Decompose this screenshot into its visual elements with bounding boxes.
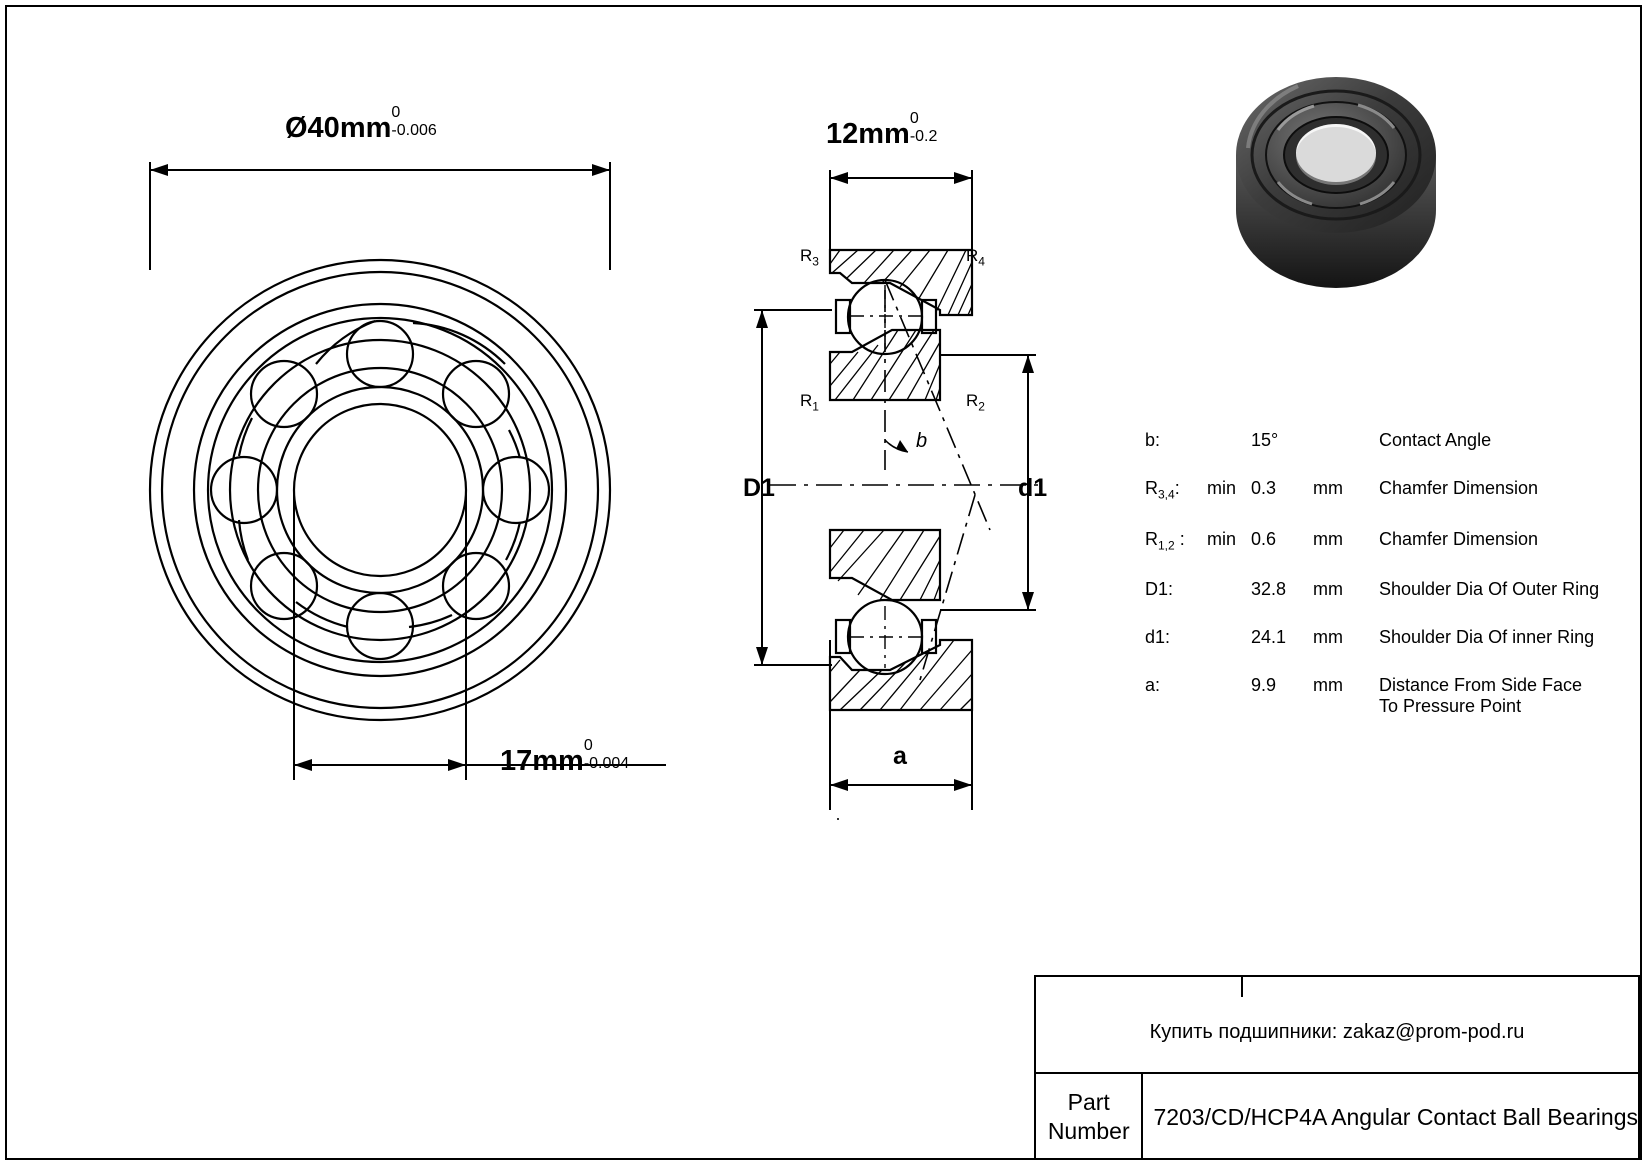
part-label-line1: Part xyxy=(1067,1089,1110,1116)
spec-description: Distance From Side Face To Pressure Point xyxy=(1379,675,1583,717)
spec-row-distance xyxy=(1145,675,1605,744)
spec-value: 9.9 xyxy=(1251,675,1277,696)
spec-unit: mm xyxy=(1313,579,1343,600)
part-number-value: 7203/CD/HCP4A Angular Contact Ball Bearings xyxy=(1153,1103,1638,1130)
outer-diameter-tol-upper: 0 xyxy=(391,103,401,121)
label-r2: $R_2$ xyxy=(966,391,985,414)
bearing-photo xyxy=(1218,60,1468,310)
spec-value: 15° xyxy=(1251,430,1279,450)
spec-description: Shoulder Dia Of Outer Ring xyxy=(1379,579,1600,600)
label-shoulder-outer-dia: D1 xyxy=(743,474,775,502)
spec-symbol: $R_{3,4}$: xyxy=(1145,478,1180,502)
spec-min xyxy=(1207,579,1251,627)
title-block-contact-row xyxy=(1036,977,1638,1074)
bore-diameter-value: 17mm xyxy=(500,745,584,777)
spec-row-shoulder-inner xyxy=(1145,627,1605,675)
outer-diameter-dimension xyxy=(285,103,437,146)
title-block-tick xyxy=(1241,977,1243,997)
spec-min xyxy=(1207,430,1251,478)
bore-diameter-tol-lower: -0.004 xyxy=(583,755,630,773)
part-number-label xyxy=(1036,1074,1143,1160)
spec-row-chamfer-r34 xyxy=(1145,478,1605,529)
spec-row-shoulder-outer xyxy=(1145,579,1605,627)
label-r1: $R_1$ xyxy=(800,391,819,414)
label-shoulder-inner-dia: d1 xyxy=(1018,474,1048,502)
part-label-line2: Number xyxy=(1047,1118,1130,1144)
title-block xyxy=(1034,975,1640,1160)
spec-unit: mm xyxy=(1313,478,1343,498)
spec-symbol: b: xyxy=(1145,430,1161,450)
spec-description: Shoulder Dia Of inner Ring xyxy=(1379,627,1595,648)
spec-value: 0.3 xyxy=(1251,478,1277,498)
spec-description: Chamfer Dimension xyxy=(1379,528,1539,549)
outer-diameter-tol-lower: -0.006 xyxy=(391,122,437,140)
bore-diameter-dimension xyxy=(500,736,630,779)
label-distance-a: a xyxy=(893,742,907,770)
spec-value: 32.8 xyxy=(1251,579,1287,600)
spec-description: Contact Angle xyxy=(1379,430,1492,450)
spec-min xyxy=(1207,675,1251,744)
spec-min: min xyxy=(1207,478,1237,498)
label-r3: $R_3$ xyxy=(800,246,819,269)
front-view xyxy=(120,140,680,820)
contact-email-line: Купить подшипники: zakaz@prom-pod.ru xyxy=(1149,1021,1525,1043)
spec-min xyxy=(1207,627,1251,675)
label-r4: $R_4$ xyxy=(966,246,985,269)
spec-row-chamfer-r12 xyxy=(1145,529,1605,580)
specification-table xyxy=(1145,430,1605,744)
spec-unit: mm xyxy=(1313,627,1343,648)
spec-value: 0.6 xyxy=(1251,528,1277,549)
spec-symbol: $R_{1,2}$ : xyxy=(1145,528,1185,553)
width-dimension xyxy=(826,109,938,152)
title-block-part-row xyxy=(1036,1074,1638,1160)
spec-value: 24.1 xyxy=(1251,627,1287,648)
spec-symbol: a: xyxy=(1145,675,1161,696)
spec-description: Chamfer Dimension xyxy=(1379,478,1539,498)
width-tol-upper: 0 xyxy=(909,109,919,127)
width-value: 12mm xyxy=(826,118,910,150)
outer-diameter-value: Ø40mm xyxy=(285,112,392,144)
spec-unit: mm xyxy=(1313,675,1343,696)
spec-unit: mm xyxy=(1313,528,1343,549)
label-contact-angle: b xyxy=(916,430,928,452)
bore-diameter-tol-upper: 0 xyxy=(583,736,593,754)
spec-unit xyxy=(1313,430,1379,478)
spec-symbol: d1: xyxy=(1145,627,1171,648)
spec-min: min xyxy=(1207,528,1237,549)
spec-symbol: D1: xyxy=(1145,579,1174,600)
spec-row-contact-angle xyxy=(1145,430,1605,478)
width-tol-lower: -0.2 xyxy=(909,128,938,146)
